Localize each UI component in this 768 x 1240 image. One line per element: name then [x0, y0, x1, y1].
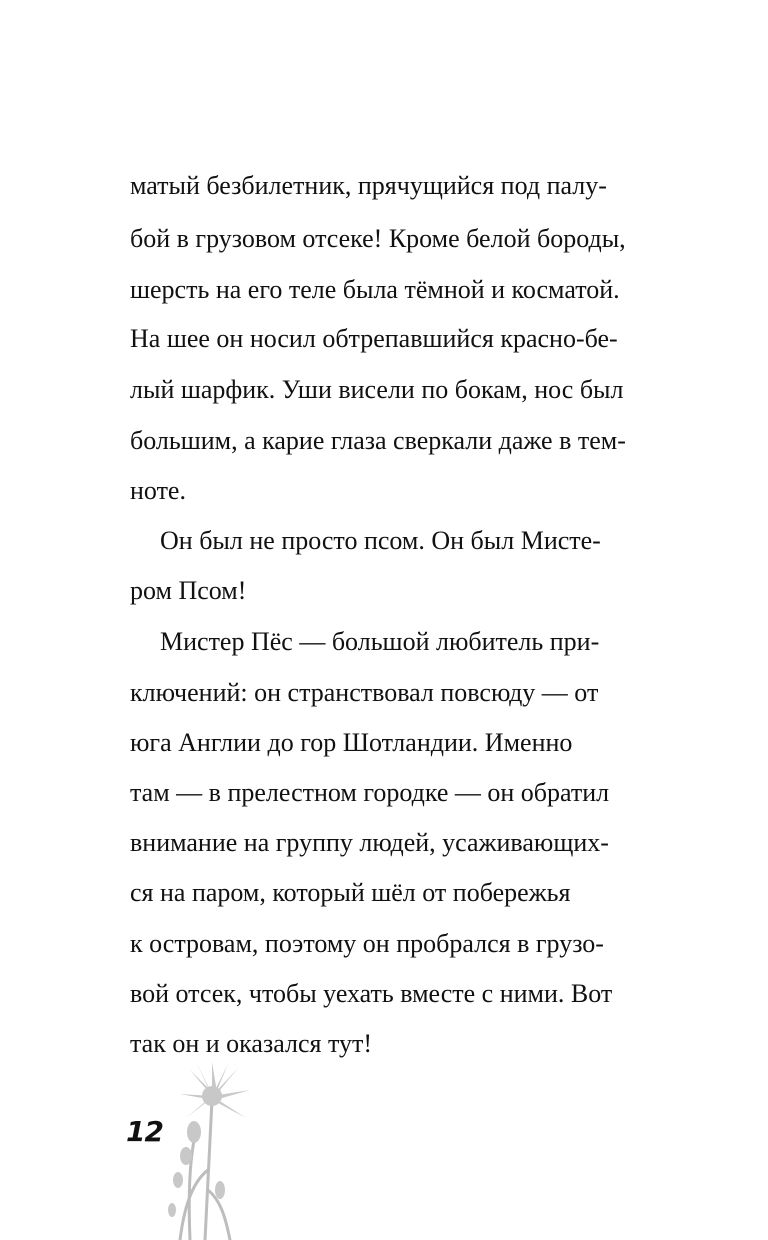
- text-line: лый шарфик. Уши висели по бокам, нос был: [130, 375, 624, 404]
- paragraph-first-line: Он был не просто псом. Он был Мисте-: [160, 526, 601, 555]
- text-line: матый безбилетник, прячущийся под палу-: [130, 171, 607, 200]
- text-line: вой отсек, чтобы уехать вместе с ними. Вот: [130, 979, 613, 1008]
- page-number: 12: [126, 1115, 163, 1148]
- text-line: ноте.: [130, 476, 186, 505]
- text-line: ся на паром, который шёл от побережья: [130, 878, 571, 907]
- text-line: внимание на группу людей, усаживающих-: [130, 828, 609, 857]
- text-line: На шее он носил обтрепавшийся красно-бе-: [130, 324, 618, 353]
- text-line: там — в прелестном городке — он обратил: [130, 778, 610, 807]
- paragraph-first-line: Мистер Пёс — большой любитель при-: [160, 627, 600, 656]
- flower-illustration-icon: [150, 1060, 260, 1240]
- text-line: юга Англии до гор Шотландии. Именно: [130, 728, 573, 757]
- text-line: так он и оказался тут!: [130, 1029, 373, 1058]
- text-line: шерсть на его теле была тёмной и косматой.: [130, 275, 620, 304]
- text-line: бой в грузовом отсеке! Кроме белой бороды,: [130, 224, 626, 253]
- text-line: ключений: он странствовал повсюду — от: [130, 678, 599, 707]
- text-line: к островам, поэтому он пробрался в грузо-: [130, 929, 604, 958]
- text-line: ром Псом!: [130, 576, 247, 605]
- text-line: большим, а карие глаза сверкали даже в тем-: [130, 426, 626, 455]
